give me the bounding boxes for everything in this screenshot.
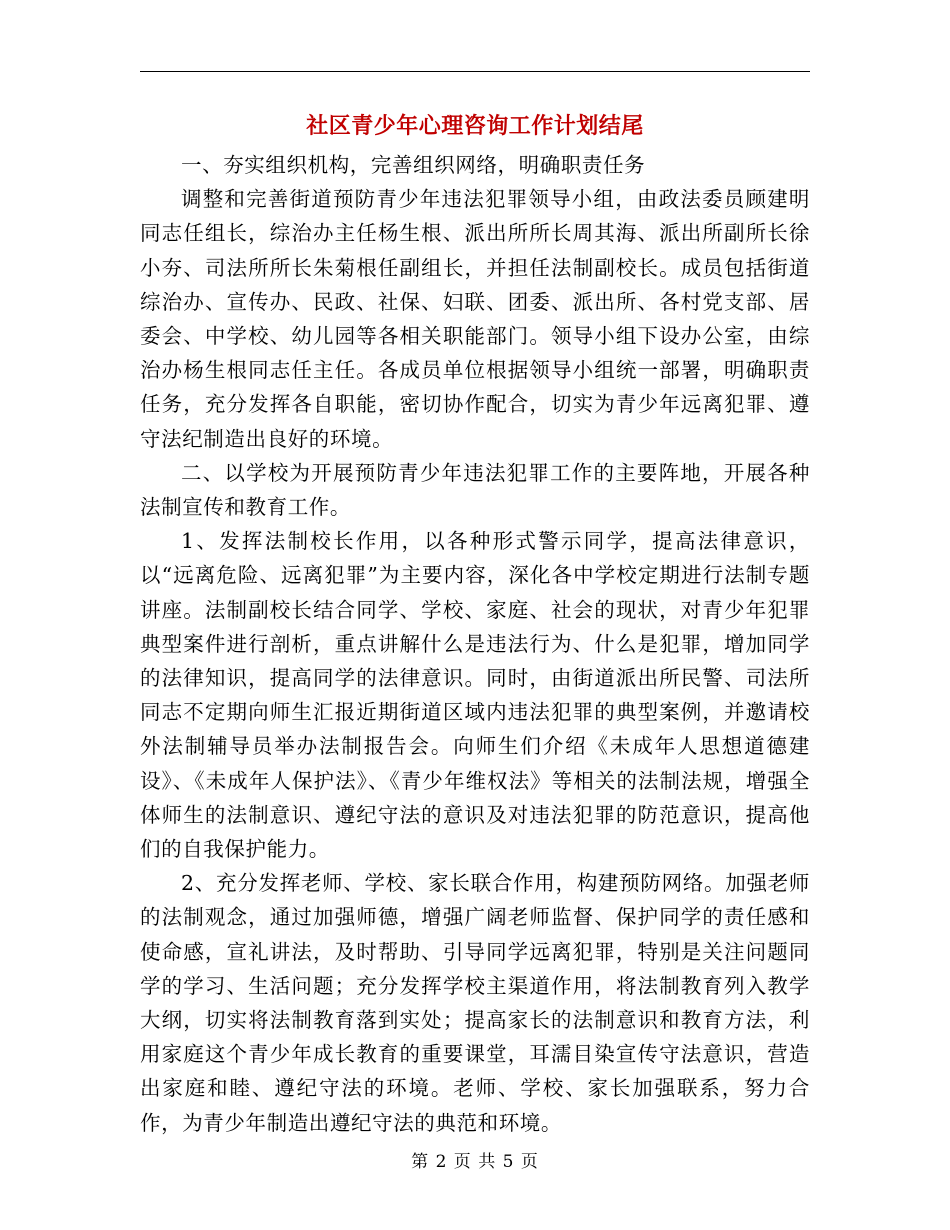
paragraph-item-1: 1、发挥法制校长作用，以各种形式警示同学，提高法律意识，以“远离危险、远离犯罪”为主要内容，深化各中学校定期进行法制专题讲座。法制副校长结合同学、学校、家庭、社会的现状，对青少年犯罪典型案件进行剖析，重点讲解什么是违法行为、什么是犯罪，增加同学的法律知识，提高同学的法律意识。同时，由街道派出所民警、司法所同志不定期向师生汇报近期街道区域内违法犯罪的典型案例，并邀请校外法制辅导员举办法制报告会。向师生们介绍《未成年人思想道德建设》、《未成年人保护法》、《青少年维权法》等相关的法制法规，增强全体师生的法制意识、遵纪守法的意识及对违法犯罪的防范意识，提高他们的自我保护能力。 [140,529,810,862]
section-heading-2: 二、以学校为开展预防青少年违法犯罪工作的主要阵地，开展各种法制宣传和教育工作。 [140,460,810,520]
header-rule [140,71,810,72]
page-number-footer: 第 2 页 共 5 页 [411,1152,539,1172]
document-body [140,148,810,1140]
section-heading-1: 一、夯实组织机构，完善组织网络，明确职责任务 [181,153,646,177]
paragraph-item-2: 2、充分发挥老师、学校、家长联合作用，构建预防网络。加强老师的法制观念，通过加强师德，增强广阔老师监督、保护同学的责任感和使命感，宣礼讲法，及时帮助、引导同学远离犯罪，特别是关注问题同学的学习、生活问题；充分发挥学校主渠道作用，将法制教育列入教学大纲，切实将法制教育落到实处；提高家长的法制意识和教育方法，利用家庭这个青少年成长教育的重要课堂，耳濡目染宣传守法意识，营造出家庭和睦、遵纪守法的环境。老师、学校、家长加强联系，努力合作，为青少年制造出遵纪守法的典范和环境。 [140,871,810,1135]
document-title: 社区青少年心理咨询工作计划结尾 [306,113,644,139]
paragraph-leadership-group: 调整和完善街道预防青少年违法犯罪领导小组，由政法委员顾建明同志任组长，综治办主任杨生根、派出所所长周其海、派出所副所长徐小夯、司法所所长朱菊根任副组长，并担任法制副校长。成员包括街道综治办、宣传办、民政、社保、妇联、团委、派出所、各村党支部、居委会、中学校、幼儿园等各相关职能部门。领导小组下设办公室，由综治办杨生根同志任主任。各成员单位根据领导小组统一部署，明确职责任务，充分发挥各自职能，密切协作配合，切实为青少年远离犯罪、遵守法纪制造出良好的环境。 [140,187,810,451]
